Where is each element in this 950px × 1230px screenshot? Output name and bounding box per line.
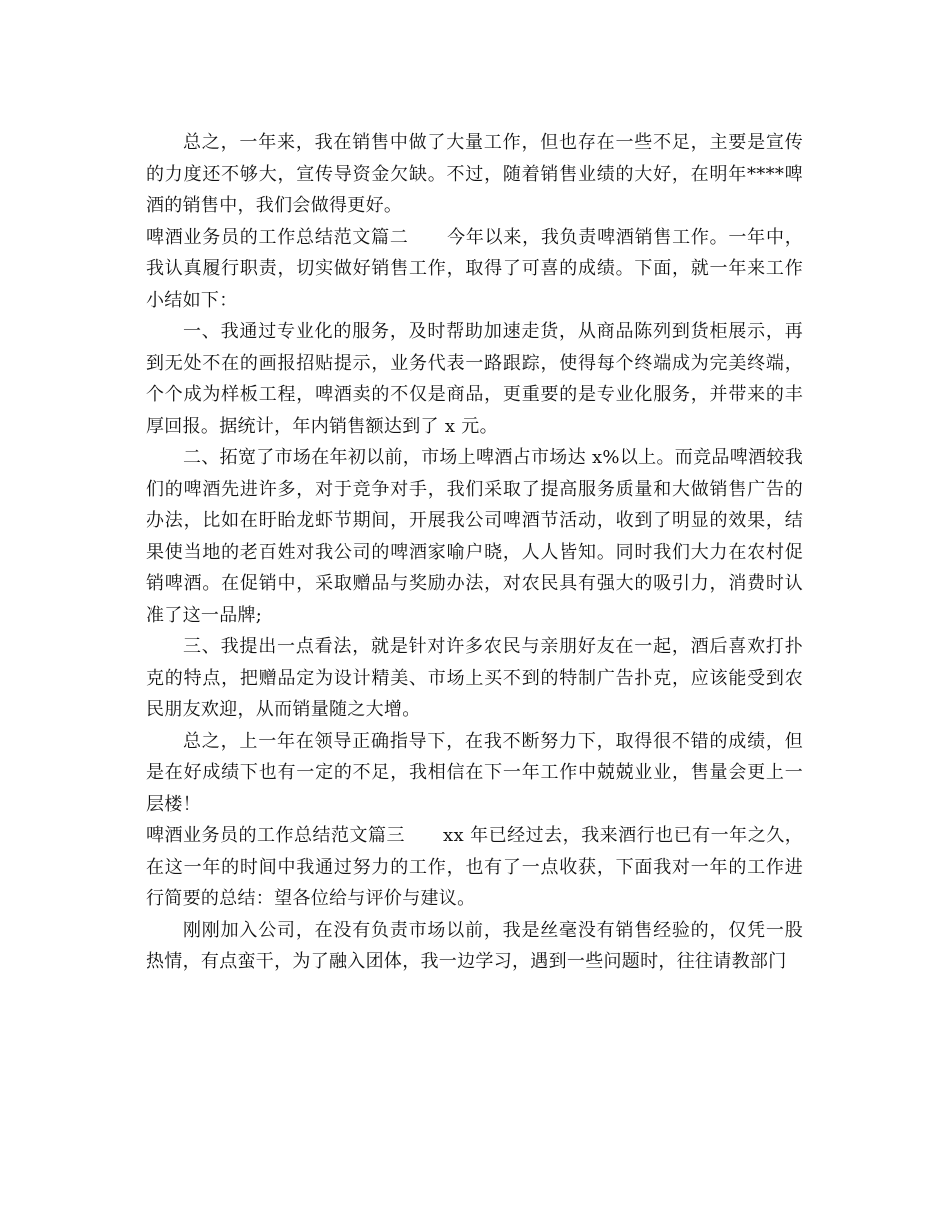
section-three-intro-text: xx 年已经过去，我来酒行也已有一年之久，在这一年的时间中我通过努力的工作，也有了一点收获，下面我对一年的工作进行简要的总结：望各位给与评价与建议。: [146, 825, 803, 909]
paragraph-experience: 刚刚加入公司，在没有负责市场以前，我是丝毫没有销售经验的，仅凭一股热情，有点蛮干，为了融入团体，我一边学习，遇到一些问题时，往往请教部门: [146, 919, 803, 972]
section-heading-three: 啤酒业务员的工作总结范文篇三: [146, 825, 406, 846]
paragraph-section-two-intro: [146, 222, 803, 317]
section-heading-two: 啤酒业务员的工作总结范文篇二: [146, 226, 409, 248]
document-body: [146, 127, 803, 978]
paragraph-summary-1: 总之，一年来，我在销售中做了大量工作，但也存在一些不足，主要是宣传的力度还不够大，宣传导资金欠缺。不过，随着销售业绩的大好，在明年****啤酒的销售中，我们会做得更好。: [146, 132, 803, 216]
paragraph-point-two: 二、拓宽了市场在年初以前，市场上啤酒占市场达 x%以上。而竞品啤酒较我们的啤酒先进许多，对于竞争对手，我们采取了提高服务质量和大做销售广告的办法，比如在盱眙龙虾节期间，开展我公司啤酒节活动，收到了明显的效果，结果使当地的老百姓对我公司的啤酒家喻户晓，人人皆知。同时我们大力在农村促销啤酒。在促销中，采取赠品与奖励办法，对农民具有强大的吸引力，消费时认准了这一品牌;: [146, 447, 803, 626]
paragraph-point-one: 一、我通过专业化的服务，及时帮助加速走货，从商品陈列到货柜展示，再到无处不在的画报招贴提示，业务代表一路跟踪，使得每个终端成为完美终端，个个成为样板工程，啤酒卖的不仅是商品，更重要的是专业化服务，并带来的丰厚回报。据统计，年内销售额达到了 x 元。: [146, 321, 803, 437]
paragraph-summary-2: 总之，上一年在领导正确指导下，在我不断努力下，取得很不错的成绩，但是在好成绩下也有一定的不足，我相信在下一年工作中兢兢业业，售量会更上一层楼！: [146, 730, 803, 815]
paragraph-point-three: 三、我提出一点看法，就是针对许多农民与亲朋好友在一起，酒后喜欢打扑克的特点，把赠品定为设计精美、市场上买不到的特制广告扑克，应该能受到农民朋友欢迎，从而销量随之大增。: [146, 636, 803, 720]
section-two-intro-text: 今年以来，我负责啤酒销售工作。一年中，我认真履行职责，切实做好销售工作，取得了可喜的成绩。下面，就一年来工作小结如下：: [146, 226, 803, 311]
paragraph-section-three-intro: [146, 820, 803, 915]
